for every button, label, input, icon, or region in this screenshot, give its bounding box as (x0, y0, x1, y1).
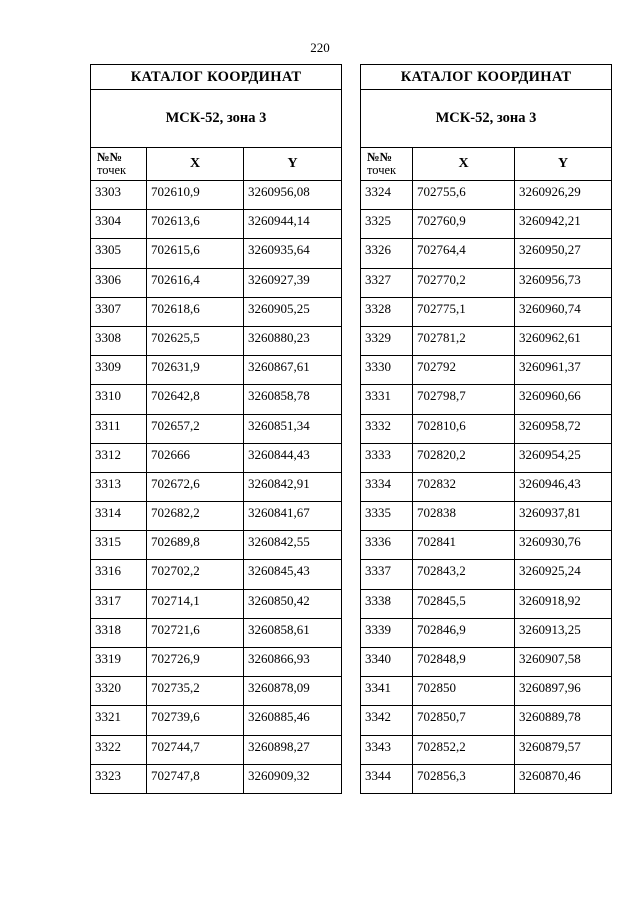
table-row (91, 764, 342, 793)
catalog-subtitle: МСК-52, зона 3 (361, 90, 612, 148)
x-coordinate-cell: 702682,2 (147, 502, 244, 531)
y-coordinate-cell: 3260954,25 (515, 443, 612, 472)
y-coordinate-cell: 3260880,23 (244, 326, 342, 355)
table-row (361, 648, 612, 677)
point-number-cell: 3342 (361, 706, 413, 735)
table-row (91, 502, 342, 531)
table-row (361, 268, 612, 297)
table-row (91, 443, 342, 472)
point-number-cell: 3329 (361, 326, 413, 355)
x-coordinate-cell: 702735,2 (147, 677, 244, 706)
y-coordinate-cell: 3260842,55 (244, 531, 342, 560)
y-coordinate-cell: 3260867,61 (244, 356, 342, 385)
y-coordinate-cell: 3260935,64 (244, 239, 342, 268)
point-number-cell: 3305 (91, 239, 147, 268)
x-coordinate-cell: 702726,9 (147, 648, 244, 677)
y-coordinate-cell: 3260858,78 (244, 385, 342, 414)
x-header: X (413, 148, 515, 181)
table-row (91, 677, 342, 706)
table-row (361, 385, 612, 414)
table-row (361, 677, 612, 706)
point-number-cell: 3321 (91, 706, 147, 735)
point-number-cell: 3344 (361, 764, 413, 793)
y-coordinate-cell: 3260898,27 (244, 735, 342, 764)
table-row (91, 589, 342, 618)
table-row (361, 706, 612, 735)
point-number-cell: 3332 (361, 414, 413, 443)
table-row (91, 414, 342, 443)
y-coordinate-cell: 3260866,93 (244, 648, 342, 677)
point-number-cell: 3339 (361, 618, 413, 647)
point-number-cell: 3333 (361, 443, 413, 472)
x-coordinate-cell: 702845,5 (413, 589, 515, 618)
point-number-cell: 3315 (91, 531, 147, 560)
point-number-cell: 3320 (91, 677, 147, 706)
x-coordinate-cell: 702744,7 (147, 735, 244, 764)
table-row (361, 472, 612, 501)
x-coordinate-cell: 702631,9 (147, 356, 244, 385)
y-coordinate-cell: 3260944,14 (244, 210, 342, 239)
x-coordinate-cell: 702755,6 (413, 181, 515, 210)
point-number-cell: 3326 (361, 239, 413, 268)
point-number-cell: 3318 (91, 618, 147, 647)
y-coordinate-cell: 3260962,61 (515, 326, 612, 355)
table-row (361, 764, 612, 793)
table-row (91, 326, 342, 355)
x-coordinate-cell: 702781,2 (413, 326, 515, 355)
table-body (91, 181, 342, 794)
table-row (361, 502, 612, 531)
x-coordinate-cell: 702666 (147, 443, 244, 472)
point-number-cell: 3328 (361, 297, 413, 326)
table-row (361, 181, 612, 210)
x-coordinate-cell: 702702,2 (147, 560, 244, 589)
x-coordinate-cell: 702798,7 (413, 385, 515, 414)
point-number-header: №№ точек (361, 148, 413, 181)
table-row (91, 385, 342, 414)
table-row (91, 735, 342, 764)
point-number-cell: 3308 (91, 326, 147, 355)
point-number-cell: 3303 (91, 181, 147, 210)
x-coordinate-cell: 702852,2 (413, 735, 515, 764)
x-coordinate-cell: 702841 (413, 531, 515, 560)
point-number-cell: 3338 (361, 589, 413, 618)
point-number-cell: 3323 (91, 764, 147, 793)
y-coordinate-cell: 3260842,91 (244, 472, 342, 501)
y-coordinate-cell: 3260879,57 (515, 735, 612, 764)
table-row (91, 268, 342, 297)
y-coordinate-cell: 3260927,39 (244, 268, 342, 297)
table-row (91, 239, 342, 268)
catalog-title: КАТАЛОГ КООРДИНАТ (91, 65, 342, 90)
point-number-cell: 3324 (361, 181, 413, 210)
point-number-cell: 3311 (91, 414, 147, 443)
point-number-cell: 3327 (361, 268, 413, 297)
point-number-cell: 3325 (361, 210, 413, 239)
x-coordinate-cell: 702613,6 (147, 210, 244, 239)
y-header: Y (244, 148, 342, 181)
point-number-cell: 3314 (91, 502, 147, 531)
x-coordinate-cell: 702616,4 (147, 268, 244, 297)
table-row (91, 356, 342, 385)
table-row (361, 414, 612, 443)
table-row (91, 210, 342, 239)
point-number-cell: 3317 (91, 589, 147, 618)
y-coordinate-cell: 3260844,43 (244, 443, 342, 472)
table-row (361, 297, 612, 326)
point-number-cell: 3313 (91, 472, 147, 501)
y-coordinate-cell: 3260958,72 (515, 414, 612, 443)
point-number-cell: 3330 (361, 356, 413, 385)
x-coordinate-cell: 702775,1 (413, 297, 515, 326)
x-coordinate-cell: 702850 (413, 677, 515, 706)
x-coordinate-cell: 702721,6 (147, 618, 244, 647)
catalog-subtitle: МСК-52, зона 3 (91, 90, 342, 148)
y-coordinate-cell: 3260907,58 (515, 648, 612, 677)
y-header: Y (515, 148, 612, 181)
table-row (361, 443, 612, 472)
x-coordinate-cell: 702838 (413, 502, 515, 531)
x-coordinate-cell: 702625,5 (147, 326, 244, 355)
point-number-cell: 3310 (91, 385, 147, 414)
y-coordinate-cell: 3260913,25 (515, 618, 612, 647)
y-coordinate-cell: 3260956,08 (244, 181, 342, 210)
table-row (361, 560, 612, 589)
table-row (91, 560, 342, 589)
x-coordinate-cell: 702747,8 (147, 764, 244, 793)
y-coordinate-cell: 3260858,61 (244, 618, 342, 647)
x-coordinate-cell: 702714,1 (147, 589, 244, 618)
y-coordinate-cell: 3260960,74 (515, 297, 612, 326)
x-coordinate-cell: 702792 (413, 356, 515, 385)
catalog-title: КАТАЛОГ КООРДИНАТ (361, 65, 612, 90)
x-coordinate-cell: 702850,7 (413, 706, 515, 735)
point-number-cell: 3334 (361, 472, 413, 501)
table-row (91, 706, 342, 735)
point-number-cell: 3316 (91, 560, 147, 589)
point-number-cell: 3306 (91, 268, 147, 297)
x-coordinate-cell: 702615,6 (147, 239, 244, 268)
x-coordinate-cell: 702810,6 (413, 414, 515, 443)
x-coordinate-cell: 702856,3 (413, 764, 515, 793)
y-coordinate-cell: 3260918,92 (515, 589, 612, 618)
table-row (91, 648, 342, 677)
x-header: X (147, 148, 244, 181)
x-coordinate-cell: 702760,9 (413, 210, 515, 239)
table-row (361, 239, 612, 268)
y-coordinate-cell: 3260870,46 (515, 764, 612, 793)
y-coordinate-cell: 3260950,27 (515, 239, 612, 268)
page-number: 220 (310, 40, 330, 55)
table-row (361, 210, 612, 239)
point-number-cell: 3322 (91, 735, 147, 764)
table-row (361, 618, 612, 647)
table-row (91, 618, 342, 647)
x-coordinate-cell: 702618,6 (147, 297, 244, 326)
y-coordinate-cell: 3260930,76 (515, 531, 612, 560)
point-number-cell: 3312 (91, 443, 147, 472)
table-body (361, 181, 612, 794)
table-row (361, 326, 612, 355)
point-number-cell: 3309 (91, 356, 147, 385)
x-coordinate-cell: 702642,8 (147, 385, 244, 414)
point-number-cell: 3336 (361, 531, 413, 560)
x-coordinate-cell: 702820,2 (413, 443, 515, 472)
point-number-header: №№ точек (91, 148, 147, 181)
x-coordinate-cell: 702770,2 (413, 268, 515, 297)
x-coordinate-cell: 702610,9 (147, 181, 244, 210)
x-coordinate-cell: 702689,8 (147, 531, 244, 560)
point-number-cell: 3331 (361, 385, 413, 414)
coordinate-catalog-table-right (360, 64, 612, 794)
x-coordinate-cell: 702657,2 (147, 414, 244, 443)
y-coordinate-cell: 3260889,78 (515, 706, 612, 735)
point-number-cell: 3341 (361, 677, 413, 706)
y-coordinate-cell: 3260909,32 (244, 764, 342, 793)
y-coordinate-cell: 3260961,37 (515, 356, 612, 385)
y-coordinate-cell: 3260878,09 (244, 677, 342, 706)
table-row (361, 735, 612, 764)
y-coordinate-cell: 3260885,46 (244, 706, 342, 735)
point-number-cell: 3343 (361, 735, 413, 764)
y-coordinate-cell: 3260925,24 (515, 560, 612, 589)
y-coordinate-cell: 3260942,21 (515, 210, 612, 239)
table-row (91, 181, 342, 210)
point-number-cell: 3304 (91, 210, 147, 239)
y-coordinate-cell: 3260905,25 (244, 297, 342, 326)
y-coordinate-cell: 3260960,66 (515, 385, 612, 414)
table-row (91, 472, 342, 501)
y-coordinate-cell: 3260850,42 (244, 589, 342, 618)
point-number-cell: 3319 (91, 648, 147, 677)
x-coordinate-cell: 702832 (413, 472, 515, 501)
x-coordinate-cell: 702848,9 (413, 648, 515, 677)
x-coordinate-cell: 702672,6 (147, 472, 244, 501)
y-coordinate-cell: 3260946,43 (515, 472, 612, 501)
y-coordinate-cell: 3260851,34 (244, 414, 342, 443)
x-coordinate-cell: 702764,4 (413, 239, 515, 268)
coordinate-catalog-table-left (90, 64, 342, 794)
y-coordinate-cell: 3260926,29 (515, 181, 612, 210)
y-coordinate-cell: 3260897,96 (515, 677, 612, 706)
x-coordinate-cell: 702846,9 (413, 618, 515, 647)
x-coordinate-cell: 702843,2 (413, 560, 515, 589)
table-row (91, 297, 342, 326)
table-row (361, 589, 612, 618)
table-row (361, 531, 612, 560)
y-coordinate-cell: 3260937,81 (515, 502, 612, 531)
point-number-cell: 3335 (361, 502, 413, 531)
y-coordinate-cell: 3260845,43 (244, 560, 342, 589)
table-row (361, 356, 612, 385)
point-number-cell: 3340 (361, 648, 413, 677)
point-number-cell: 3307 (91, 297, 147, 326)
point-number-cell: 3337 (361, 560, 413, 589)
y-coordinate-cell: 3260841,67 (244, 502, 342, 531)
x-coordinate-cell: 702739,6 (147, 706, 244, 735)
y-coordinate-cell: 3260956,73 (515, 268, 612, 297)
table-row (91, 531, 342, 560)
